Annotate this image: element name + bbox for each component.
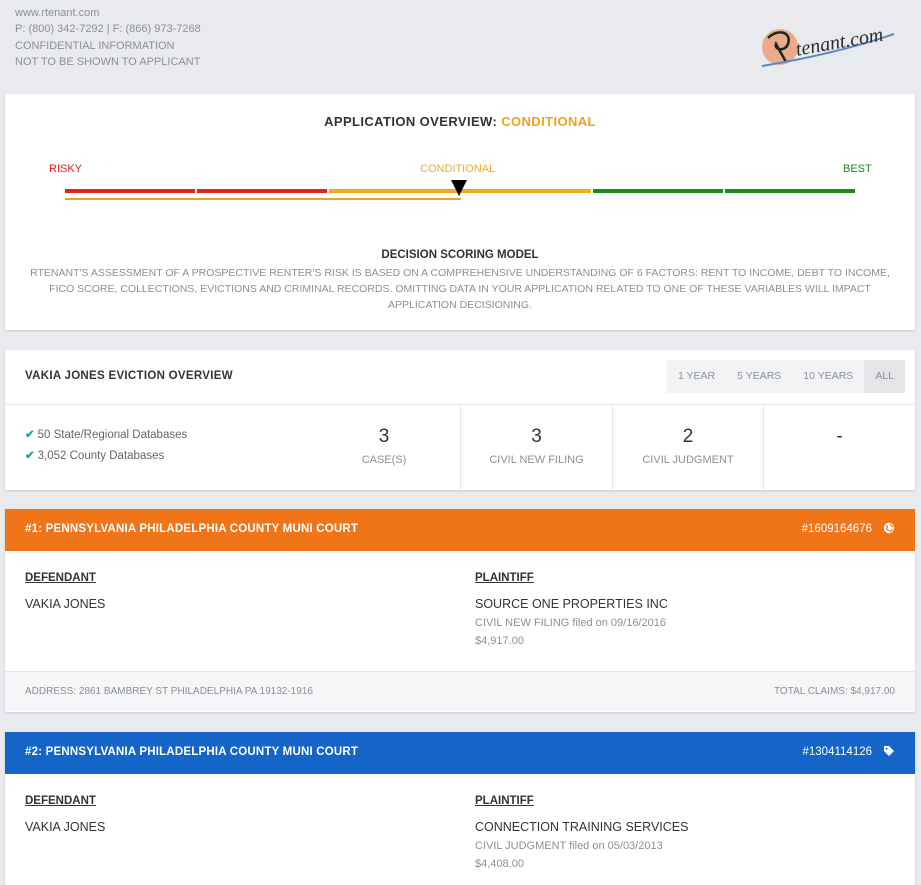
overview-status: CONDITIONAL	[501, 114, 596, 129]
case-header	[5, 732, 915, 774]
scale-label-best: BEST	[843, 163, 872, 175]
notice-label: NOT TO BE SHOWN TO APPLICANT	[15, 55, 201, 68]
company-info	[15, 5, 201, 70]
score-bar-segment-1	[65, 189, 195, 193]
database-label: 50 State/Regional Databases	[37, 429, 188, 441]
score-bar-segment-2	[197, 189, 327, 193]
defendant-label: DEFENDANT	[25, 572, 96, 584]
stat-cases	[309, 404, 459, 490]
tab-all[interactable]: ALL	[864, 360, 905, 393]
score-progress-line	[65, 198, 461, 200]
score-marker-icon	[451, 180, 467, 196]
model-description: RTENANT'S ASSESSMENT OF A PROSPECTIVE RENTER'S RISK IS BASED ON A COMPREHENSIVE UNDERSTANDING OF 6 FACTORS: RENT TO INCOME, DEBT TO INCOME, FICO SCORE, COLLECTIONS, EVICTIONS AND CRIMINAL RECORDS. OMITTING DATA IN YOUR APPLICATION RELATED TO ONE OF THESE VARIABLES WILL IMPACT APPLICATION DECISIONING.	[30, 267, 890, 311]
filing-amount: $4,408.00	[475, 858, 524, 870]
check-icon: ✔	[25, 429, 35, 441]
stat-other	[764, 404, 915, 490]
scale-label-risky: RISKY	[49, 163, 83, 175]
stat-civil-judgment	[613, 404, 763, 490]
database-item	[25, 427, 187, 441]
filing-info: CIVIL JUDGMENT filed on 05/03/2013	[475, 840, 663, 852]
overview-title-text: APPLICATION OVERVIEW:	[324, 114, 498, 129]
stat-civil-judgment-label: CIVIL JUDGMENT	[642, 454, 734, 466]
stat-cases-value: 3	[378, 426, 390, 447]
plaintiff-name: SOURCE ONE PROPERTIES INC	[475, 597, 668, 611]
confidential-label: CONFIDENTIAL INFORMATION	[15, 39, 175, 52]
stat-other-value: -	[836, 426, 843, 447]
case-card	[5, 509, 915, 712]
time-range-tabs	[667, 360, 905, 393]
globe-icon[interactable]	[883, 522, 895, 537]
tab-1-year[interactable]: 1 YEAR	[677, 370, 716, 382]
case-title: #1: PENNSYLVANIA PHILADELPHIA COUNTY MUNI COURT	[25, 523, 359, 535]
overview-title	[5, 114, 915, 129]
plaintiff-name: CONNECTION TRAINING SERVICES	[475, 820, 689, 834]
total-claims: TOTAL CLAIMS: $4,917.00	[774, 686, 895, 697]
score-bar-segment-6	[725, 189, 855, 193]
application-overview-card	[5, 94, 915, 330]
eviction-overview-card	[5, 350, 915, 490]
case-number: #1304114126	[802, 746, 872, 758]
tab-5-years[interactable]: 5 YEARS	[737, 370, 782, 382]
company-website: www.rtenant.com	[15, 7, 100, 19]
defendant-label: DEFENDANT	[25, 795, 96, 807]
stat-civil-new-filing	[461, 404, 612, 490]
model-title: DECISION SCORING MODEL	[381, 249, 539, 261]
case-title: #2: PENNSYLVANIA PHILADELPHIA COUNTY MUNI COURT	[25, 746, 359, 758]
stat-civil-judgment-value: 2	[682, 426, 694, 447]
plaintiff-label: PLAINTIFF	[475, 572, 534, 584]
tab-10-years[interactable]: 10 YEARS	[803, 370, 854, 382]
case-card	[5, 732, 915, 885]
defendant-name: VAKIA JONES	[25, 597, 106, 611]
tag-icon[interactable]	[883, 745, 895, 760]
plaintiff-label: PLAINTIFF	[475, 795, 534, 807]
database-item	[25, 448, 164, 462]
case-address: ADDRESS: 2861 BAMBREY ST PHILADELPHIA PA 19132-1916	[25, 686, 313, 697]
case-number: #1609164676	[801, 523, 872, 535]
stat-cases-label: CASE(S)	[361, 454, 407, 466]
company-phone: P: (800) 342-7292 | F: (866) 973-7268	[15, 23, 201, 36]
rtenant-logo	[758, 20, 898, 70]
case-header	[5, 509, 915, 551]
score-bar-segment-5	[593, 189, 723, 193]
stat-civil-new-filing-value: 3	[531, 426, 542, 447]
check-icon: ✔	[25, 450, 35, 462]
score-bar-segment-3	[329, 189, 459, 193]
stat-civil-new-filing-label: CIVIL NEW FILING	[489, 454, 584, 466]
case-footer	[5, 671, 915, 711]
filing-amount: $4,917.00	[475, 635, 524, 647]
eviction-overview-title: VAKIA JONES EVICTION OVERVIEW	[25, 370, 233, 382]
filing-info: CIVIL NEW FILING filed on 09/16/2016	[475, 617, 666, 629]
scale-label-conditional: CONDITIONAL	[420, 163, 496, 175]
database-label: 3,052 County Databases	[37, 450, 165, 462]
svg-text:tenant.com: tenant.com	[794, 23, 885, 61]
score-bar-segment-4	[461, 189, 591, 193]
defendant-name: VAKIA JONES	[25, 820, 106, 834]
